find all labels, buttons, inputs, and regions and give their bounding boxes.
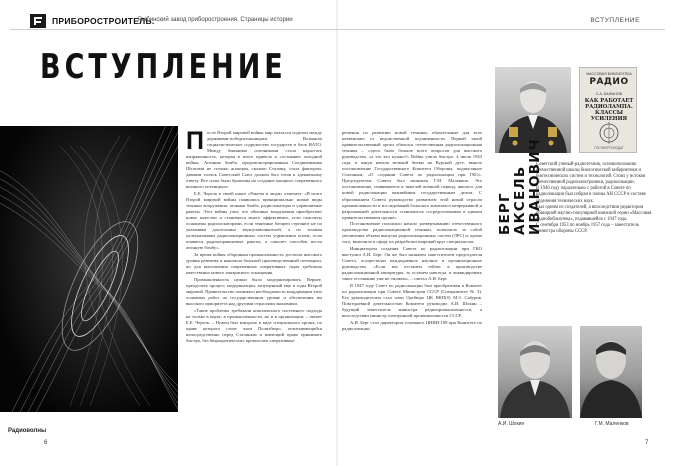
article-paragraph: За время войны оборонная промышленность достигла высокого уровня развития и накопила большой производственный потенциал, но для выполнения современных оперативных задач требовала качественно нового аппаратного оснащения. — [186, 252, 322, 276]
book-series-label: МАССОВАЯ — [586, 72, 607, 76]
bio-paragraph: Советский ученый-радиотехник, основоположник отечественной школы биологической кибернетики и биотехнических систем и технологий. Стоял у истоков отечественной радиоэлектроники, радиолокации. — [536, 162, 646, 186]
journal-logo-icon — [30, 14, 46, 28]
page-gutter — [336, 0, 338, 466]
article-paragraph: Промышленность нужно было модернизировать. Вернее, преодолеть процесс модернизации, запущенный еще в годы Второй мировой. Правительство понимало необходимость координации этих основных работ по государственном уровне и обеспечения им высокого приоритета над другими отраслями экономики. — [186, 276, 322, 307]
book-series-suffix: БИБЛИОТЕКА — [607, 72, 632, 76]
radio-waves-illustration — [0, 126, 178, 412]
person-bio — [536, 162, 656, 235]
article-paragraph: Постановление положило начало развертыванию отечественного производства радиолокационной техники, позволило за собой увеличение объема выпуска радиолокационных систем (ЛРС) и, кроме того, включило в сферу их разработки широкий круг специалистов. — [342, 221, 482, 245]
article-paragraph: осле Второй мировой войны мир оказался поделен между державами-победительницами. Возникли социалистическое содружество государств и блок НАТО. Между бывшими союзниками стала нарастать напряженность, которая в итоге привела к состоянию холодной войны. Атомная бомба, продемонстрированная Соединенными Штатами не столько японцам, сколько Сталину, стала фактором, давшим толчок Советский Союз должен был готов к адекватному ответу. Все силы были брошены на создание мощного современного военного потенциала. — [186, 130, 322, 190]
book-radio-title: РАДИО — [589, 77, 629, 87]
article-paragraph: решения по развитию новой техники, обязательные для всех независимо от ведомственной подчиненности. Первой такой правительственный орган обязался отечественная радиолокационная техника – «здесь было больше всего вопросов для высокого руководства, «а это кто нужно?» Война учила быстро. 4 июля 1943 года, в канун начала великой битвы на Курской дуге, вышло постановление Государственного Комитета Обороны, подписанное Сталиным, «О создании Совета по радиолокации при ГКО». Председателем Совета был назначен Г.М. Маленков. Это постановление, появившееся в тяжелой военной период, явилось для новой радиолокации важнейшим государственным делом. С образованием Совета руководство развитием этой новой отрасли промышленности и исследований большого комплекса непрерывной и разрозненной деятельности становилось сосредоточенным в едином правительственном органе». — [342, 130, 482, 220]
malenkov-photo — [580, 326, 642, 418]
caption-shokin: А.И. Шокин — [498, 421, 525, 427]
article-paragraph: А.И. Берг стал директором головного ЦНИИ-108 при Комитете по радиолокации. — [342, 319, 482, 331]
book-cover — [579, 67, 637, 153]
book-series — [583, 72, 635, 76]
page-title: ВСТУПЛЕНИЕ — [40, 48, 287, 87]
person-first-name: АКСЕЛЬ — [512, 165, 528, 235]
journal-subtitle: Рыбинский завод приборостроения. Страницы истории — [138, 17, 293, 23]
article-paragraph: Б.Е. Черток в своей книге «Ракеты и люди» отмечает: «В итоге Второй мировой войны появились принципиально новые виды техники вооружения: атомная бомба, радиолокаторы и управляемые ракеты. Этот войны учит, что обычные вооружения приобретают новое качество и становятся много эффективнее, если самолеты оснащены радиолокаторами, если зенитные батареи стреляют не по указаниям допотопных звукоулавливателей, а по точным целеуказаниям радиолокационных систем управления огнем, если появятся радиоуправляемые ракеты, а самолет способен нести атомную бомбу». — [186, 191, 322, 251]
shokin-figure — [498, 326, 572, 418]
shokin-photo — [498, 326, 572, 418]
section-label: ВСТУПЛЕНИЕ — [590, 17, 640, 24]
caption-malenkov: Г.М. Маленков — [595, 421, 629, 427]
malenkov-figure — [580, 326, 642, 418]
journal-name: ПРИБОРОСТРОИТЕЛЬ. — [52, 16, 155, 26]
radio-waves-artwork — [0, 126, 178, 412]
dropcap: П — [186, 130, 204, 155]
bio-paragraph: С сентября 1953 по ноябрь 1957 года – заместитель министра обороны СССР. — [536, 222, 639, 235]
article-column-left — [186, 130, 322, 422]
page-number-right: 7 — [645, 440, 649, 446]
radio-tube-icon — [596, 122, 622, 144]
article-paragraph: В 1947 году Совет по радиолокации был преобразован в Комитет по радиолокации при Совете Министров СССР (Спецкомитет № 3). Его руководителем стал член Оргбюро ЦК ВКП(б) М.З. Сабуров. Повседневной деятельностью Комитета руководил А.И. Шокин – будущий заместитель министра радиопромышленности, а впоследствии министр электронной промышленности СССР. — [342, 282, 482, 319]
bio-paragraph: Был одним из создателей, а впоследствии редактором обширной научно-популярной книжной серии «Массовая радиобиблиотека», издававшейся с 1947 года. — [536, 204, 652, 222]
book-title: КАК РАБОТАЕТ РАДИОЛАМПА. КЛАССЫ УСИЛЕНИЯ — [584, 98, 634, 122]
book-author: С.А. БАЖАНОВ — [595, 92, 623, 96]
bio-paragraph: В 1946 году параллельно с работой в Совете по радиолокации был избран в члены АН СССР в составе отделения технических наук. — [536, 186, 646, 204]
artwork-caption: Радиоволны — [8, 428, 47, 434]
page-number-left: 6 — [44, 440, 48, 446]
article-paragraph: Инициатором создания Совета по радиолокации при ГКО выступил А.И. Берг. Он же был назначен заместителем председателя Совета, осуществлял каждодневное научное и организационное руководство. «Если мы отстанем сейчас в производстве радиолокационной аппаратуры, то останем навсегда, и ликвидировать такое отставание уже не сможем», – считал А.И. Берг. — [342, 246, 482, 282]
article-column-right — [342, 130, 482, 422]
person-surname: БЕРГ — [497, 192, 513, 235]
book-publisher: ГОСЭНЕРГОИЗДАТ — [594, 146, 624, 150]
person-patronymic: ИВАНОВИЧ — [527, 138, 543, 235]
article-paragraph: «Такие проблемы требовали комплексного системного подхода не только в науке, в промышленности, но и в организации, – пишет Б.Е. Черток. – Нужен был контроль в виде специального органа, по праве которого стоит член Политбюро, отчитывающийся непосредственно перед Сталиным и имеющий право принимать быстро, без бюрократических проволочек оперативные — [186, 307, 322, 343]
